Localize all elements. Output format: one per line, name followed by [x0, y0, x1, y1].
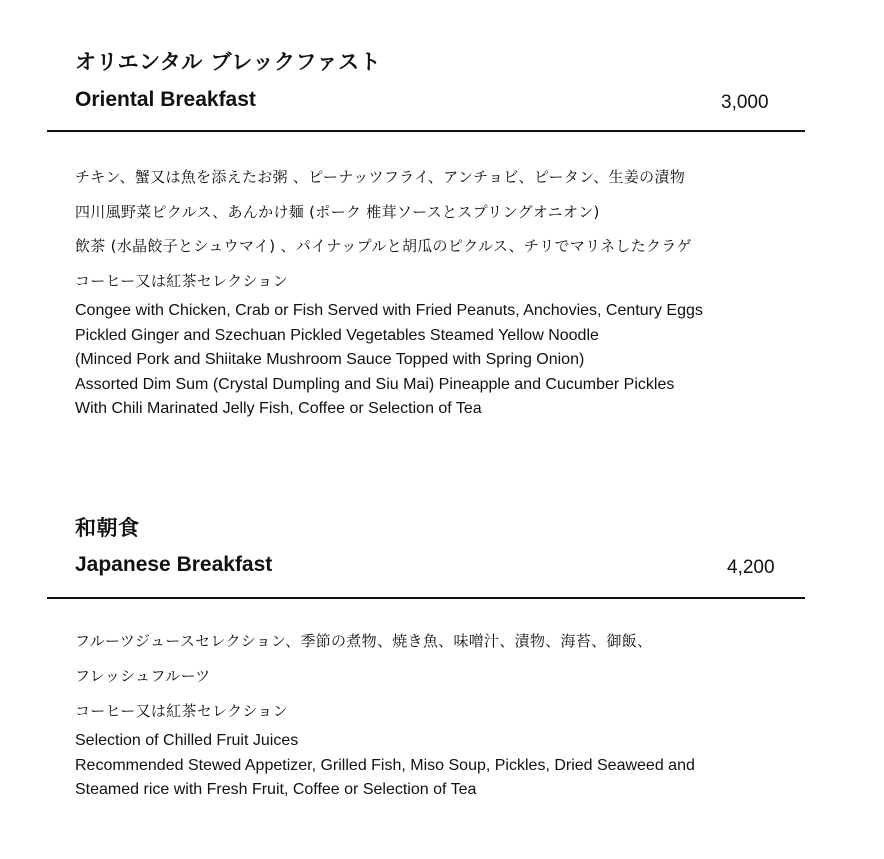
oriental-title-jp: オリエンタル ブレックファスト: [75, 50, 382, 74]
japanese-title-en: Japanese Breakfast: [75, 553, 273, 576]
oriental-desc-en-line: Pickled Ginger and Szechuan Pickled Vegetables Steamed Yellow Noodle: [75, 326, 599, 344]
japanese-title-jp: 和朝食: [75, 516, 140, 540]
japanese-desc-en-line: Recommended Stewed Appetizer, Grilled Fish, Miso Soup, Pickles, Dried Seaweed and: [75, 756, 695, 774]
japanese-desc-jp-line: フルーツジュースセレクション、季節の煮物、焼き魚、味噌汁、漬物、海苔、御飯、: [75, 632, 653, 650]
oriental-desc-en-line: (Minced Pork and Shiitake Mushroom Sauce Topped with Spring Onion): [75, 351, 585, 368]
oriental-desc-jp-line: 四川風野菜ピクルス、あんかけ麺 (ポーク 椎茸ソースとスプリングオニオン): [75, 203, 600, 221]
japanese-desc-en: [75, 729, 695, 803]
japanese-desc-en-line: Steamed rice with Fresh Fruit, Coffee or Selection of Tea: [75, 781, 477, 798]
oriental-price: 3,000: [721, 92, 769, 113]
oriental-title-en: Oriental Breakfast: [75, 88, 256, 111]
japanese-price: 4,200: [727, 557, 775, 578]
oriental-desc-jp-line: 飲茶 (水晶餃子とシュウマイ) 、パイナップルと胡瓜のピクルス、チリでマリネしたクラゲ: [75, 237, 692, 255]
oriental-desc-en-line: Assorted Dim Sum (Crystal Dumpling and Siu Mai) Pineapple and Cucumber Pickles: [75, 375, 675, 393]
japanese-desc-jp-line: フレッシュフルーツ: [75, 667, 211, 685]
oriental-desc-en-line: With Chili Marinated Jelly Fish, Coffee or Selection of Tea: [75, 400, 482, 417]
japanese-divider: [47, 597, 805, 599]
japanese-desc-en-line: Selection of Chilled Fruit Juices: [75, 732, 299, 749]
oriental-desc-jp-line: コーヒー又は紅茶セレクション: [75, 272, 289, 290]
japanese-desc-jp-line: コーヒー又は紅茶セレクション: [75, 702, 289, 720]
oriental-desc-en-line: Congee with Chicken, Crab or Fish Served with Fried Peanuts, Anchovies, Century Eggs: [75, 302, 703, 319]
oriental-desc-jp-line: チキン、蟹又は魚を添えたお粥 、ピーナッツフライ、アンチョビ、ピータン、生姜の漬物: [75, 168, 686, 186]
